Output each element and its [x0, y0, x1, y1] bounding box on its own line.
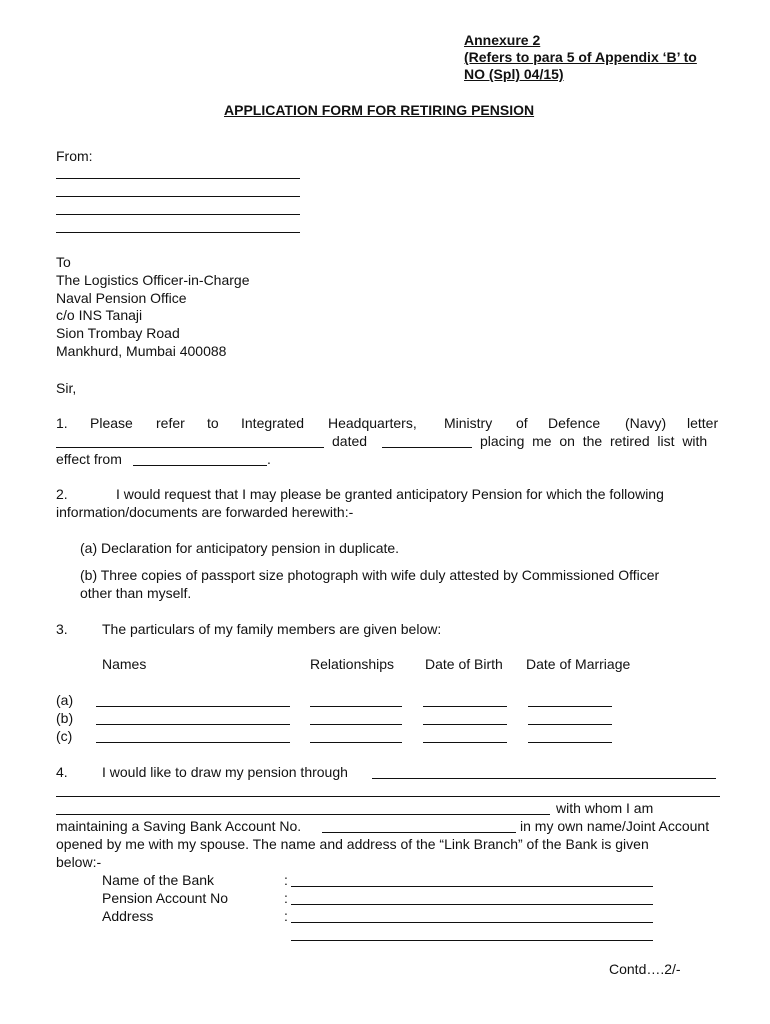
salutation: Sir,	[56, 380, 77, 396]
name-field-b[interactable]	[96, 724, 290, 725]
dom-field-a[interactable]	[528, 706, 612, 707]
para1-word: Integrated	[241, 415, 305, 431]
from-line-4[interactable]	[56, 232, 300, 233]
address-field-1[interactable]	[291, 922, 653, 923]
annexure-reference: (Refers to para 5 of Appendix ‘B’ to	[464, 49, 697, 65]
bank-branch-field-1[interactable]	[56, 796, 720, 797]
address-label: Address	[102, 908, 154, 924]
from-line-3[interactable]	[56, 214, 300, 215]
bank-branch-field-2[interactable]	[56, 814, 550, 815]
para2-item-b: (b) Three copies of passport size photograph with wife duly attested by Commissioned Officer	[80, 567, 660, 583]
colon: :	[284, 872, 288, 888]
name-field-c[interactable]	[96, 742, 290, 743]
annexure-title: Annexure 2	[464, 32, 541, 48]
para1-word: Ministry	[444, 415, 493, 431]
dated-label: dated	[332, 433, 368, 449]
dob-field-b[interactable]	[423, 724, 507, 725]
para1-word: to	[207, 415, 219, 431]
letter-date-field[interactable]	[382, 447, 472, 448]
maintaining-text: maintaining a Saving Bank Account No.	[56, 818, 302, 834]
para3-number: 3.	[56, 621, 68, 637]
bank-name-label: Name of the Bank	[102, 872, 215, 888]
para4-line: opened by me with my spouse. The name and address of the “Link Branch” of the Bank is given	[56, 836, 649, 852]
para2-line: information/documents are forwarded herewith:-	[56, 504, 354, 520]
header-names: Names	[102, 656, 147, 672]
own-name-text: in my own name/Joint Account	[520, 818, 710, 834]
from-label: From:	[56, 148, 93, 164]
bank-name-inline-field[interactable]	[372, 778, 716, 779]
para4-number: 4.	[56, 764, 68, 780]
effect-from-field[interactable]	[133, 465, 267, 466]
effect-period: .	[267, 451, 271, 467]
to-address-line: c/o INS Tanaji	[56, 307, 143, 323]
dob-field-a[interactable]	[423, 706, 507, 707]
relationship-field-c[interactable]	[310, 742, 402, 743]
para1-word: refer	[156, 415, 185, 431]
effect-from-label: effect from	[56, 451, 122, 467]
para4-line: below:-	[56, 854, 102, 870]
continued-note: Contd….2/-	[609, 961, 681, 977]
header-date-of-marriage: Date of Marriage	[526, 656, 631, 672]
with-whom-text: with whom I am	[556, 800, 654, 816]
para1-word: Defence	[548, 415, 601, 431]
colon: :	[284, 908, 288, 924]
para3-text: The particulars of my family members are given below:	[102, 621, 442, 637]
dom-field-b[interactable]	[528, 724, 612, 725]
bank-name-field[interactable]	[291, 886, 653, 887]
row-label-b: (b)	[56, 710, 74, 726]
letter-number-field[interactable]	[56, 447, 324, 448]
para4-line: I would like to draw my pension through	[102, 764, 348, 780]
para1-number: 1.	[56, 415, 68, 431]
to-address-line: The Logistics Officer-in-Charge	[56, 272, 250, 288]
name-field-a[interactable]	[96, 706, 290, 707]
colon: :	[284, 890, 288, 906]
header-relationships: Relationships	[310, 656, 395, 672]
from-line-1[interactable]	[56, 178, 300, 179]
para2-item-b-cont: other than myself.	[80, 585, 192, 601]
relationship-field-b[interactable]	[310, 724, 402, 725]
para1-word: Headquarters,	[328, 415, 417, 431]
para2-line: I would request that I may please be granted anticipatory Pension for which the following	[116, 486, 664, 502]
pension-account-field[interactable]	[291, 904, 653, 905]
dob-field-c[interactable]	[423, 742, 507, 743]
para1-word: letter	[687, 415, 719, 431]
from-line-2[interactable]	[56, 196, 300, 197]
annexure-reference-cont: NO (Spl) 04/15)	[464, 66, 564, 82]
para2-item-a: (a) Declaration for anticipatory pension in duplicate.	[80, 540, 400, 556]
to-address-line: Naval Pension Office	[56, 290, 187, 306]
pension-account-label: Pension Account No	[102, 890, 229, 906]
to-address-line: Sion Trombay Road	[56, 325, 180, 341]
sb-account-field[interactable]	[322, 832, 516, 833]
row-label-c: (c)	[56, 728, 73, 744]
row-label-a: (a)	[56, 692, 74, 708]
placing-text: placing me on the retired list with	[480, 433, 708, 449]
to-address-line: Mankhurd, Mumbai 400088	[56, 343, 227, 359]
para1-word: of	[516, 415, 528, 431]
page-title: APPLICATION FORM FOR RETIRING PENSION	[224, 102, 535, 118]
para1-word: Please	[90, 415, 133, 431]
to-label: To	[56, 254, 71, 270]
dom-field-c[interactable]	[528, 742, 612, 743]
para2-number: 2.	[56, 486, 68, 502]
para1-word: (Navy)	[625, 415, 667, 431]
address-field-2[interactable]	[291, 940, 653, 941]
relationship-field-a[interactable]	[310, 706, 402, 707]
header-date-of-birth: Date of Birth	[425, 656, 503, 672]
